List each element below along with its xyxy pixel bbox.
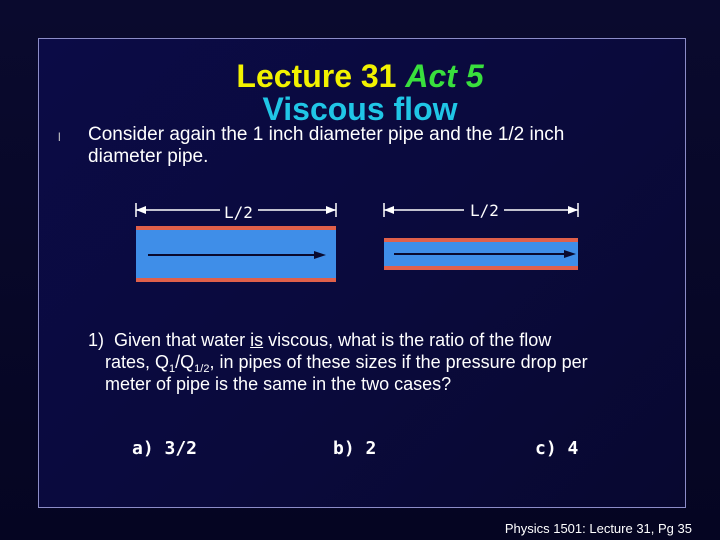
underlined-word: is (250, 330, 264, 350)
answer-c: c) 4 (535, 438, 579, 459)
left-length-label: L/2 (224, 203, 253, 222)
bullet-line-2: diameter pipe. (88, 146, 209, 167)
slide-subtitle: Viscous flow (262, 91, 458, 127)
question-number: 1) (88, 330, 105, 350)
right-length-label: L/2 (470, 201, 499, 220)
slide-title (0, 58, 720, 94)
bullet-marker: l (58, 130, 61, 144)
question-line-1: 1) Given that water is viscous, what is the ratio of the flow (88, 330, 552, 350)
title-lecture: Lecture 31 (236, 58, 406, 94)
question-line-3: meter of pipe is the same in the two cases? (105, 374, 452, 394)
bullet-line-1: Consider again the 1 inch diameter pipe and the 1/2 inch (88, 124, 565, 145)
answer-a: a) 3/2 (132, 438, 198, 459)
question-line-2: rates, $Q_1/Q_{1/2}$, in pipes of these sizes if the pressure drop per (105, 352, 588, 375)
question-text (88, 329, 678, 395)
title-act: Act 5 (405, 58, 484, 94)
slide-footer: Physics 1501: Lecture 31, Pg 35 (504, 521, 692, 536)
answer-b: b) 2 (333, 438, 377, 459)
bullet-text (88, 124, 648, 168)
